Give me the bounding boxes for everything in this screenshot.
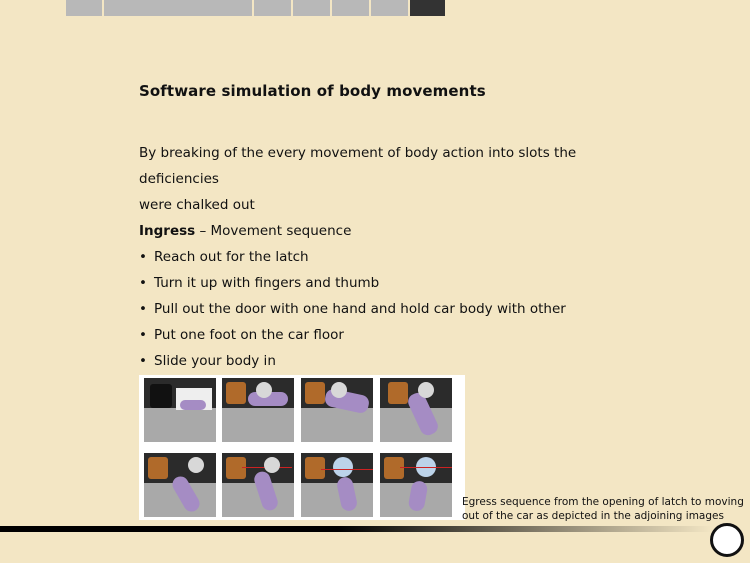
nav-segment-2[interactable] [104, 0, 254, 16]
nav-segment-6[interactable] [371, 0, 410, 16]
bullet-text: Put one foot on the car floor [154, 327, 344, 343]
ingress-label: Ingress [139, 223, 196, 239]
list-item: • Pull out the door with one hand and hold car body with other [139, 296, 619, 322]
nav-segment-5[interactable] [332, 0, 371, 16]
ingress-heading [139, 218, 619, 244]
bullet-text: Turn it up with fingers and thumb [154, 275, 380, 291]
nav-segment-7-active[interactable] [410, 0, 447, 16]
simulation-image-grid [139, 375, 465, 520]
intro-line-2: were chalked out [139, 197, 255, 213]
bullet-text: Pull out the door with one hand and hold car body with other [154, 301, 566, 317]
simulation-frame-6 [222, 453, 294, 517]
list-item: • Reach out for the latch [139, 244, 619, 270]
nav-segment-3[interactable] [254, 0, 293, 16]
egress-caption: Egress sequence from the opening of latch to moving out of the car as depicted in the adjoining images [462, 496, 744, 522]
top-navigation-bar [66, 0, 447, 16]
simulation-frame-8 [380, 453, 452, 517]
simulation-frame-5 [144, 453, 216, 517]
bottom-divider [0, 526, 750, 532]
nav-segment-1[interactable] [66, 0, 104, 16]
nav-segment-4[interactable] [293, 0, 332, 16]
intro-line-1: By breaking of the every movement of body action into slots the deficiencies [139, 145, 577, 187]
list-item: • Slide your body in [139, 348, 619, 374]
simulation-frame-1 [144, 378, 216, 442]
slide-title: Software simulation of body movements [139, 82, 486, 100]
slide-nav-circle-button[interactable] [710, 523, 744, 557]
list-item: • Turn it up with fingers and thumb [139, 270, 619, 296]
list-item: • Put one foot on the car floor [139, 322, 619, 348]
simulation-frame-3 [301, 378, 373, 442]
simulation-frame-4 [380, 378, 452, 442]
simulation-frame-2 [222, 378, 294, 442]
bullet-text: Slide your body in [154, 353, 276, 369]
bullet-text: Reach out for the latch [154, 249, 309, 265]
simulation-frame-7 [301, 453, 373, 517]
slide-body [139, 140, 619, 400]
ingress-subtitle: – Movement sequence [195, 223, 352, 239]
